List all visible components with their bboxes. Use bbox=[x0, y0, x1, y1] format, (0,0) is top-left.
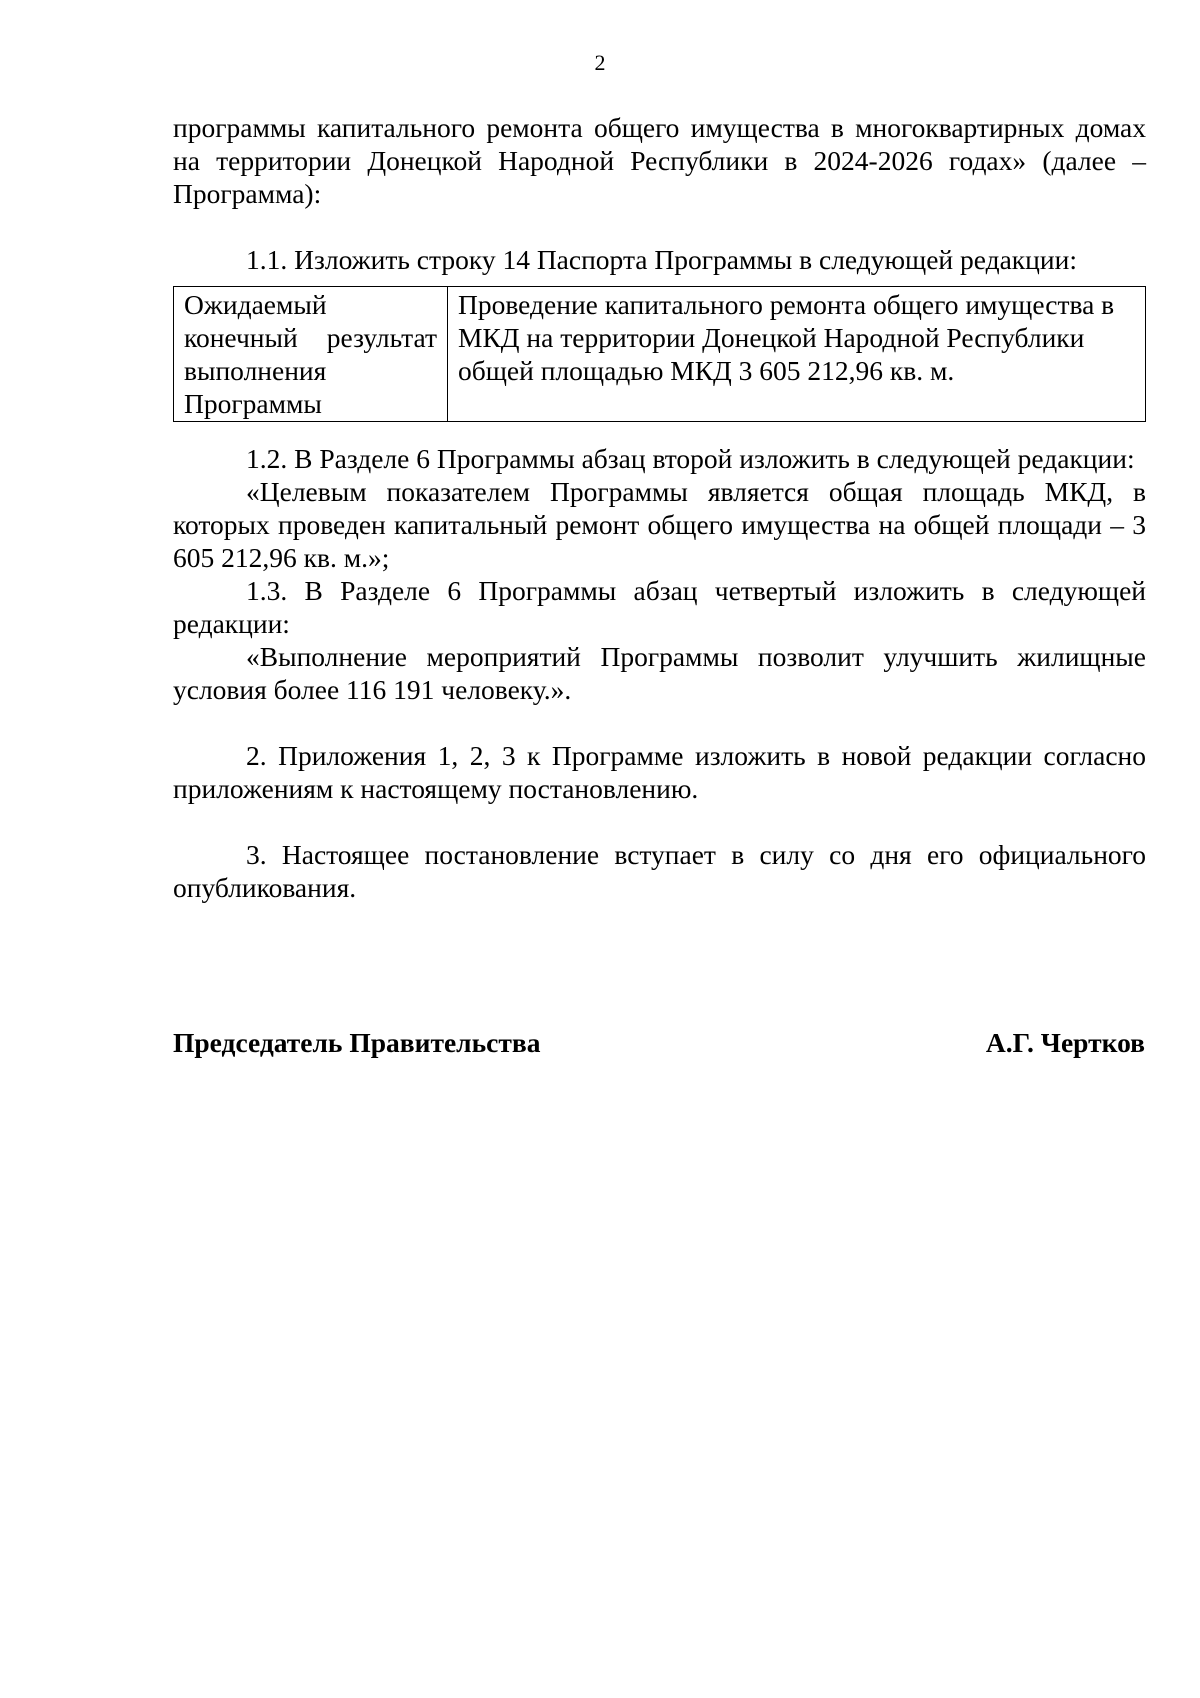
item-2: 2. Приложения 1, 2, 3 к Программе изложить в новой редакции согласно приложениям к настоящему постановлению. bbox=[173, 740, 1146, 804]
intro-paragraph: программы капитального ремонта общего имущества в многоквартирных домах на территории Донецкой Народной Республики в 2024-2026 годах» (далее – Программа): bbox=[173, 112, 1146, 209]
item-1-3-quote: «Выполнение мероприятий Программы позволит улучшить жилищные условия более 116 191 человеку.». bbox=[173, 641, 1146, 705]
signatory-name: А.Г. Чертков bbox=[985, 1027, 1145, 1058]
signatory-title: Председатель Правительства bbox=[173, 1027, 541, 1058]
item-1-2-quote: «Целевым показателем Программы является общая площадь МКД, в которых проведен капитальный ремонт общего имущества на общей площади – 3 605 212,96 кв. м.»; bbox=[173, 476, 1146, 573]
table-cell-label: Ожидаемый конечный результат выполнения Программы bbox=[174, 287, 448, 422]
passport-row-table bbox=[173, 286, 1146, 422]
item-1-1: 1.1. Изложить строку 14 Паспорта Программы в следующей редакции: bbox=[246, 244, 1077, 275]
item-3: 3. Настоящее постановление вступает в силу со дня его официального опубликования. bbox=[173, 839, 1146, 903]
table-cell-value: Проведение капитального ремонта общего имущества в МКД на территории Донецкой Народной Республики общей площадью МКД 3 605 212,96 кв. м. bbox=[448, 287, 1146, 422]
table-row bbox=[174, 287, 1146, 422]
page-number: 2 bbox=[594, 50, 606, 75]
item-1-2: 1.2. В Разделе 6 Программы абзац второй изложить в следующей редакции: bbox=[246, 443, 1135, 474]
document-body bbox=[173, 111, 1146, 904]
item-1-3: 1.3. В Разделе 6 Программы абзац четвертый изложить в следующей редакции: bbox=[173, 575, 1146, 639]
